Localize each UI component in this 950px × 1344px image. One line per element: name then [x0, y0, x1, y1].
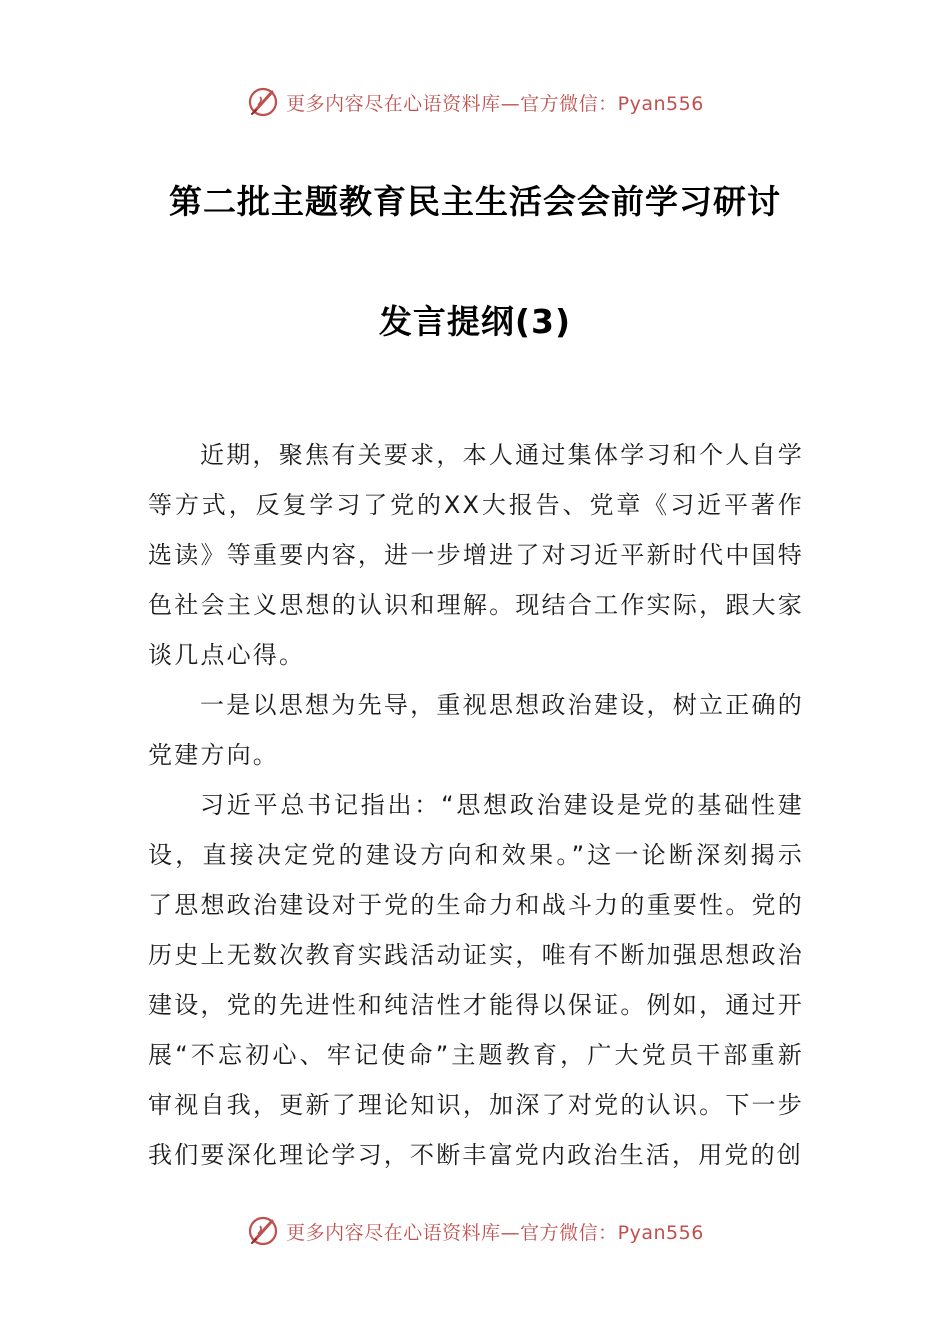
header-watermark — [0, 82, 950, 122]
watermark-text: 更多内容尽在心语资料库—官方微信：Pyan556 — [286, 92, 704, 115]
watermark-text: 更多内容尽在心语资料库—官方微信：Pyan556 — [286, 1221, 704, 1244]
body-paragraph: 近期，聚焦有关要求，本人通过集体学习和个人自学等方式，反复学习了党的XX大报告、党章《习近平著作选读》等重要内容，进一步增进了对习近平新时代中国特色社会主义思想的认识和理解。现结合工作实际，跟大家谈几点心得。 — [148, 441, 804, 669]
document-body — [148, 430, 804, 1180]
document-title-line-1: 第二批主题教育民主生活会会前学习研讨 — [169, 182, 781, 221]
pen-in-circle-logo-icon — [246, 85, 280, 119]
footer-watermark — [0, 1211, 950, 1251]
document-title-line-2: 发言提纲(3) — [378, 302, 572, 341]
pen-in-circle-logo-icon — [246, 1214, 280, 1248]
body-paragraph: 一是以思想为先导，重视思想政治建设，树立正确的党建方向。 — [148, 691, 804, 769]
body-paragraph: 习近平总书记指出：“思想政治建设是党的基础性建设，直接决定党的建设方向和效果。”这一论断深刻揭示了思想政治建设对于党的生命力和战斗力的重要性。党的历史上无数次教育实践活动证实，唯有不断加强思想政治建设，党的先进性和纯洁性才能得以保证。例如，通过开展“不忘初心、牢记使命”主题教育，广大党员干部重新审视自我，更新了理论知识，加深了对党的认识。下一步我们要深化理论学习，不断丰富党内政治生活，用党的创 — [148, 791, 804, 1169]
